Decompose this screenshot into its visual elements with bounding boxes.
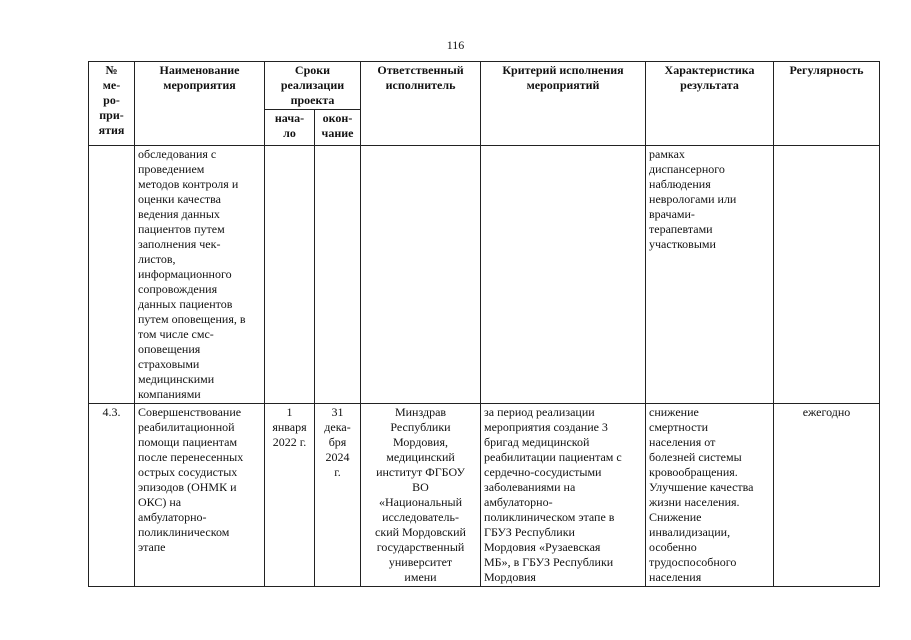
text-line: исследователь- [382,510,459,524]
text-line: поликлиническом [138,525,230,539]
cell-end [315,146,361,404]
text-line: Минздрав [394,405,447,419]
text-line: амбулаторно- [138,510,207,524]
text-line: результата [680,78,739,92]
text-line: болезней системы [649,450,742,464]
text-line: 1 [286,405,293,419]
text-line: информационного [138,267,232,281]
cell-regularity: ежегодно [774,404,880,587]
text-line: мероприятий [526,78,600,92]
text-line: данных пациентов [138,297,233,311]
text-line: снижение [649,405,699,419]
text-line: путем оповещения, в [138,312,246,326]
text-line: методов контроля и [138,177,239,191]
text-line: эпизодов (ОНМК и [138,480,237,494]
text-line: обследования с [138,147,217,161]
text-line: ро- [103,93,120,107]
text-line: листов, [138,252,176,266]
text-line: сопровождения [138,282,218,296]
text-line: Мордовия «Рузаевская [484,540,601,554]
text-line: окон- [322,111,353,125]
text-line: Ответственный [377,63,464,77]
text-line: ло [283,126,296,140]
text-line: ский Мордовский [375,525,466,539]
cell-start [265,146,315,404]
text-line: неврологами или [649,192,737,206]
text-line: Характеристика [664,63,755,77]
text-line: при- [99,108,124,122]
text-line: оценки качества [138,192,221,206]
text-line: бригад медицинской [484,435,590,449]
text-line: институт ФГБОУ [376,465,465,479]
header-start [265,110,315,146]
text-line: кровообращения. [649,465,738,479]
text-line: ме- [102,78,121,92]
text-line: Сроки [294,63,331,77]
cell-end [315,404,361,587]
text-line: государственный [376,540,465,554]
text-line: чание [321,126,354,140]
measures-table [88,61,880,587]
text-line: реабилитационной [138,420,235,434]
text-line: мероприятия создание 3 [484,420,608,434]
text-line: г. [334,465,341,479]
cell-responsible [361,404,481,587]
text-line: наблюдения [649,177,711,191]
text-line: помощи пациентам [138,435,238,449]
header-end [315,110,361,146]
text-line: Регулярность [789,63,864,77]
text-line: заболеваниями на [484,480,576,494]
cell-name [135,146,265,404]
text-line: том числе смс- [138,327,214,341]
text-line: проведением [138,162,205,176]
text-line: ятия [98,123,125,137]
text-line: исполнитель [385,78,456,92]
header-responsible [361,62,481,146]
text-line: нача- [274,111,305,125]
text-line: жизни населения. [649,495,740,509]
text-line: сердечно-сосудистыми [484,465,602,479]
header-result [646,62,774,146]
text-line: за период реализации [484,405,595,419]
cell-criterion [481,146,646,404]
table-row [89,146,880,404]
cell-number: 4.3. [89,404,135,587]
table-row [89,404,880,587]
text-line: Мордовия, [393,435,448,449]
cell-regularity [774,146,880,404]
text-line: инвалидизации, [649,525,731,539]
cell-responsible [361,146,481,404]
header-criterion [481,62,646,146]
text-line: амбулаторно- [484,495,553,509]
text-line: после перенесенных [138,450,244,464]
cell-name [135,404,265,587]
text-line: участковыми [649,237,716,251]
text-line: Наименование [159,63,240,77]
text-line: Снижение [649,510,702,524]
text-line: МБ», в ГБУЗ Республики [484,555,614,569]
header-row [89,62,880,110]
text-line: проекта [290,93,335,107]
text-line: терапевтами [649,222,713,236]
header-regularity [774,62,880,146]
text-line: смертности [649,420,709,434]
text-line: медицинский [386,450,455,464]
text-line: 31 [331,405,344,419]
text-line: населения от [649,435,716,449]
text-line: реабилитации пациентам с [484,450,622,464]
header-name [135,62,265,146]
text-line: рамках [649,147,685,161]
cell-result [646,146,774,404]
text-line: реализации [280,78,345,92]
text-line: особенно [649,540,697,554]
text-line: бря [328,435,347,449]
text-line: Совершенствование [138,405,242,419]
text-line: оповещения [138,342,201,356]
text-line: № [105,63,118,77]
text-line: ведения данных [138,207,220,221]
header-number [89,62,135,146]
text-line: Критерий исполнения [502,63,624,77]
text-line: ВО [412,480,429,494]
cell-number [89,146,135,404]
text-line: компаниями [138,387,201,401]
text-line: диспансерного [649,162,725,176]
cell-start [265,404,315,587]
text-line: страховыми [138,357,200,371]
page-number: 116 [446,38,465,52]
text-line: Мордовия [484,570,536,584]
text-line: Республики [390,420,451,434]
text-line: пациентов путем [138,222,225,236]
text-line: населения [649,570,702,584]
text-line: 2022 г. [272,435,307,449]
cell-criterion [481,404,646,587]
text-line: врачами- [649,207,695,221]
text-line: этапе [138,540,166,554]
text-line: поликлиническом этапе в [484,510,615,524]
text-line: 2024 [325,450,350,464]
text-line: ОКС) на [138,495,182,509]
text-line: дека- [324,420,351,434]
text-line: университет [388,555,453,569]
text-line: «Национальный [378,495,463,509]
text-line: медицинскими [138,372,215,386]
text-line: мероприятия [163,78,236,92]
cell-result [646,404,774,587]
text-line: острых сосудистых [138,465,238,479]
text-line: трудоспособного [649,555,737,569]
text-line: ГБУЗ Республики [484,525,575,539]
text-line: имени [404,570,437,584]
text-line: заполнения чек- [138,237,221,251]
header-terms [265,62,361,110]
text-line: января [272,420,307,434]
text-line: Улучшение качества [649,480,754,494]
